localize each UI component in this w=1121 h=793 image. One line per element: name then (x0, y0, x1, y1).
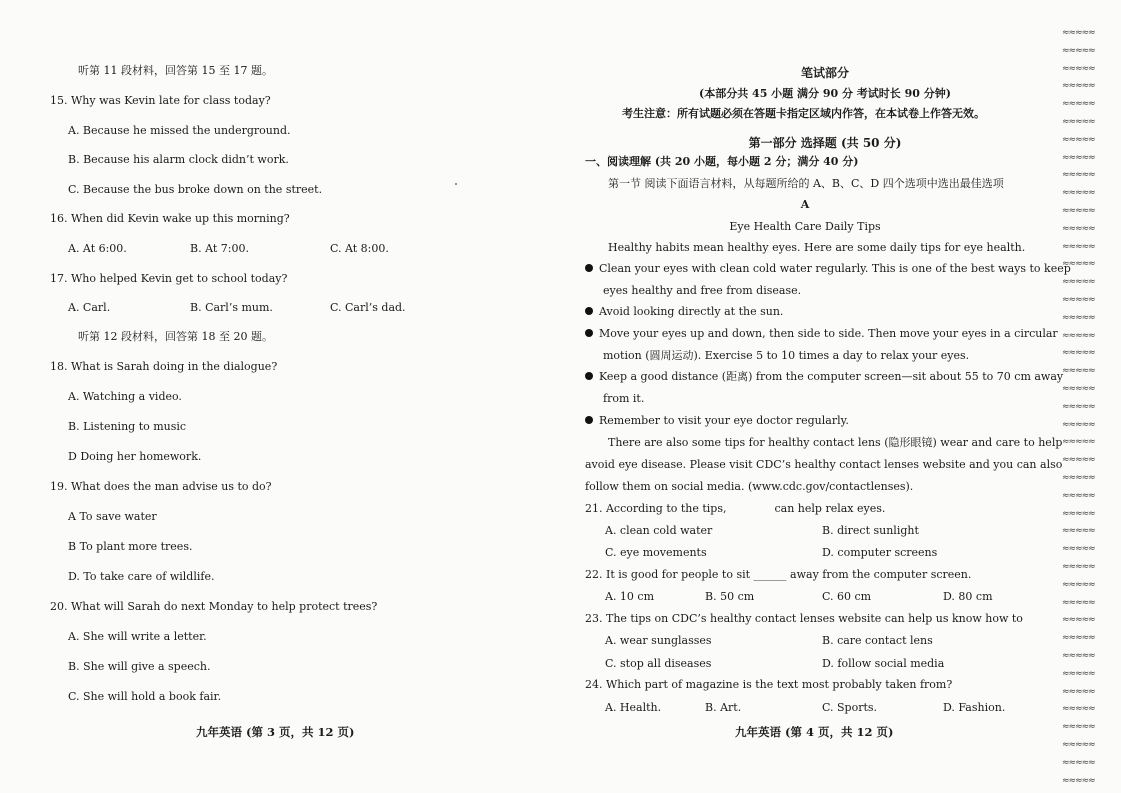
q21-option-a: A. clean cold water (605, 524, 713, 537)
passage-letter: A (800, 198, 810, 211)
bullet-icon (585, 372, 593, 380)
binding-pattern-row: ≈≈≈≈≈ (1062, 526, 1095, 537)
q15-option-a: A. Because he missed the underground. (68, 124, 291, 137)
q18-option-b: B. Listening to music (68, 420, 187, 433)
question-19: 19. What does the man advise us to do? (50, 480, 272, 493)
reading-instructions: 第一节 阅读下面语言材料，从每题所给的 A、B、C、D 四个选项中选出最佳选项 (608, 177, 1004, 190)
binding-pattern-row: ≈≈≈≈≈ (1062, 366, 1095, 377)
question-21: 21. According to the tips, can help relax eyes. (585, 502, 886, 515)
paragraph-2-line-2: avoid eye disease. Please visit CDC’s healthy contact lenses website and you can also (585, 458, 1063, 471)
binding-pattern-row: ≈≈≈≈≈ (1062, 401, 1095, 412)
tip-1-cont: eyes healthy and free from disease. (603, 284, 802, 297)
part-subtitle: (本部分共 45 小题 满分 90 分 考试时长 90 分钟) (699, 87, 951, 100)
q23-option-d: D. follow social media (822, 657, 945, 670)
binding-pattern-row: ≈≈≈≈≈ (1062, 597, 1095, 608)
q23-option-b: B. care contact lens (822, 634, 933, 647)
binding-pattern-row: ≈≈≈≈≈ (1062, 312, 1095, 323)
q19-option-c: D. To take care of wildlife. (68, 570, 215, 583)
reading-heading: 一、阅读理解 (共 20 小题，每小题 2 分；满分 40 分) (585, 155, 859, 168)
binding-pattern-row: ≈≈≈≈≈ (1062, 206, 1095, 216)
q15-option-b: B. Because his alarm clock didn’t work. (68, 153, 289, 166)
binding-pattern-row: ≈≈≈≈≈ (1062, 134, 1095, 145)
tip-5: Remember to visit your eye doctor regularly. (585, 414, 849, 428)
q22-option-c: C. 60 cm (822, 590, 872, 603)
binding-pattern-row: ≈≈≈≈≈ (1062, 473, 1095, 483)
binding-pattern-row: ≈≈≈≈≈ (1062, 63, 1095, 74)
question-22: 22. It is good for people to sit ______ away from the computer screen. (585, 568, 972, 581)
q21-option-d: D. computer screens (822, 546, 938, 559)
q16-option-a: A. At 6:00. (68, 242, 127, 255)
binding-pattern-row: ≈≈≈≈≈ (1062, 188, 1095, 199)
q17-option-c: C. Carl’s dad. (330, 301, 406, 314)
q19-option-b: B To plant more trees. (68, 540, 193, 553)
section-heading-11: 听第 11 段材料，回答第 15 至 17 题。 (78, 64, 273, 77)
binding-pattern-row: ≈≈≈≈≈ (1062, 704, 1095, 715)
binding-pattern-row: ≈≈≈≈≈ (1062, 259, 1095, 270)
passage-intro: Healthy habits mean healthy eyes. Here are some daily tips for eye health. (608, 241, 1026, 254)
q20-option-a: A. She will write a letter. (68, 630, 207, 643)
bullet-icon (585, 416, 593, 424)
tip-1: Clean your eyes with clean cold water regularly. This is one of the best ways to keep (585, 262, 1030, 276)
binding-pattern-row: ≈≈≈≈≈ (1062, 384, 1095, 394)
page-footer-left: 九年英语 (第 3 页，共 12 页) (196, 725, 355, 739)
binding-pattern-row: ≈≈≈≈≈ (1062, 81, 1095, 92)
q16-option-c: C. At 8:00. (330, 242, 389, 255)
binding-pattern-row: ≈≈≈≈≈ (1062, 455, 1095, 466)
q18-option-c: D Doing her homework. (68, 450, 202, 463)
q22-option-a: A. 10 cm (605, 590, 655, 603)
tip-3: Move your eyes up and down, then side to side. Then move your eyes in a circular (585, 327, 1058, 341)
q22-option-d: D. 80 cm (943, 590, 993, 603)
binding-pattern-row: ≈≈≈≈≈ (1062, 170, 1095, 181)
q24-option-c: C. Sports. (822, 701, 878, 714)
paragraph-2-line-1: There are also some tips for healthy contact lens (隐形眼镜) wear and care to help (608, 436, 1063, 449)
binding-pattern-row: ≈≈≈≈≈ (1062, 330, 1095, 341)
binding-pattern-row: ≈≈≈≈≈ (1062, 668, 1095, 679)
page-footer-right: 九年英语 (第 4 页，共 12 页) (735, 725, 894, 739)
binding-pattern-row: ≈≈≈≈≈ (1062, 579, 1095, 590)
q24-option-b: B. Art. (705, 701, 742, 714)
q20-option-c: C. She will hold a book fair. (68, 690, 222, 703)
paragraph-2-line-3: follow them on social media. (www.cdc.gov/contactlenses). (585, 480, 914, 493)
q21-option-b: B. direct sunlight (822, 524, 919, 537)
question-17: 17. Who helped Kevin get to school today? (50, 272, 288, 285)
binding-pattern-row: ≈≈≈≈≈ (1062, 651, 1095, 661)
section-heading-12: 听第 12 段材料，回答第 18 至 20 题。 (78, 330, 273, 343)
bullet-icon (585, 264, 593, 272)
binding-pattern-row: ≈≈≈≈≈ (1062, 686, 1095, 697)
binding-pattern-row: ≈≈≈≈≈ (1062, 152, 1095, 163)
question-15: 15. Why was Kevin late for class today? (50, 94, 271, 107)
binding-pattern-row: ≈≈≈≈≈ (1062, 99, 1095, 110)
tip-4-cont: from it. (603, 392, 645, 405)
question-18: 18. What is Sarah doing in the dialogue? (50, 360, 278, 373)
q17-option-b: B. Carl’s mum. (190, 301, 273, 314)
binding-pattern-row: ≈≈≈≈≈ (1062, 117, 1095, 127)
binding-margin-pattern (1058, 0, 1121, 793)
question-23: 23. The tips on CDC’s healthy contact lenses website can help us know how to (585, 612, 1023, 625)
passage-title: Eye Health Care Daily Tips (729, 220, 881, 233)
binding-pattern-row: ≈≈≈≈≈ (1062, 28, 1095, 38)
part-title: 笔试部分 (800, 66, 849, 80)
binding-pattern-row: ≈≈≈≈≈ (1062, 223, 1095, 234)
scan-speck (455, 183, 457, 185)
binding-pattern-row: ≈≈≈≈≈ (1062, 419, 1095, 430)
bullet-icon (585, 307, 593, 315)
q15-option-c: C. Because the bus broke down on the street. (68, 183, 323, 196)
binding-pattern-row: ≈≈≈≈≈ (1062, 775, 1095, 786)
binding-pattern-row: ≈≈≈≈≈ (1062, 45, 1095, 56)
q23-option-a: A. wear sunglasses (605, 634, 712, 647)
q24-option-d: D. Fashion. (943, 701, 1006, 714)
bullet-icon (585, 329, 593, 337)
binding-pattern-row: ≈≈≈≈≈ (1062, 615, 1095, 626)
question-24: 24. Which part of magazine is the text most probably taken from? (585, 678, 953, 691)
tip-4: Keep a good distance (距离) from the computer screen—sit about 55 to 70 cm away (585, 370, 1063, 384)
binding-pattern-row: ≈≈≈≈≈ (1062, 562, 1095, 572)
binding-pattern-row: ≈≈≈≈≈ (1062, 241, 1095, 252)
q23-option-c: C. stop all diseases (605, 657, 712, 670)
binding-pattern-row: ≈≈≈≈≈ (1062, 633, 1095, 644)
binding-pattern-row: ≈≈≈≈≈ (1062, 544, 1095, 555)
right-page (560, 0, 1071, 793)
question-16: 16. When did Kevin wake up this morning? (50, 212, 290, 225)
question-20: 20. What will Sarah do next Monday to help protect trees? (50, 600, 378, 613)
q22-option-b: B. 50 cm (705, 590, 755, 603)
q20-option-b: B. She will give a speech. (68, 660, 211, 673)
tip-3-cont: motion (圆周运动). Exercise 5 to 10 times a day to relax your eyes. (603, 349, 970, 362)
left-page (0, 0, 560, 793)
binding-pattern-row: ≈≈≈≈≈ (1062, 348, 1095, 359)
section-one-title: 第一部分 选择题 (共 50 分) (748, 136, 902, 150)
binding-pattern-row: ≈≈≈≈≈ (1062, 508, 1095, 519)
notice: 考生注意：所有试题必须在答题卡指定区域内作答，在本试卷上作答无效。 (622, 107, 985, 120)
q24-option-a: A. Health. (605, 701, 662, 714)
binding-pattern-row: ≈≈≈≈≈ (1062, 740, 1095, 750)
binding-pattern-row: ≈≈≈≈≈ (1062, 757, 1095, 768)
tip-2: Avoid looking directly at the sun. (585, 305, 783, 319)
q17-option-a: A. Carl. (68, 301, 111, 314)
binding-pattern-row: ≈≈≈≈≈ (1062, 722, 1095, 733)
binding-pattern-row: ≈≈≈≈≈ (1062, 437, 1095, 448)
q19-option-a: A To save water (68, 510, 157, 523)
q16-option-b: B. At 7:00. (190, 242, 249, 255)
binding-pattern-row: ≈≈≈≈≈ (1062, 295, 1095, 305)
q21-option-c: C. eye movements (605, 546, 707, 559)
binding-pattern-row: ≈≈≈≈≈ (1062, 490, 1095, 501)
binding-pattern-row: ≈≈≈≈≈ (1062, 277, 1095, 288)
q18-option-a: A. Watching a video. (68, 390, 182, 403)
